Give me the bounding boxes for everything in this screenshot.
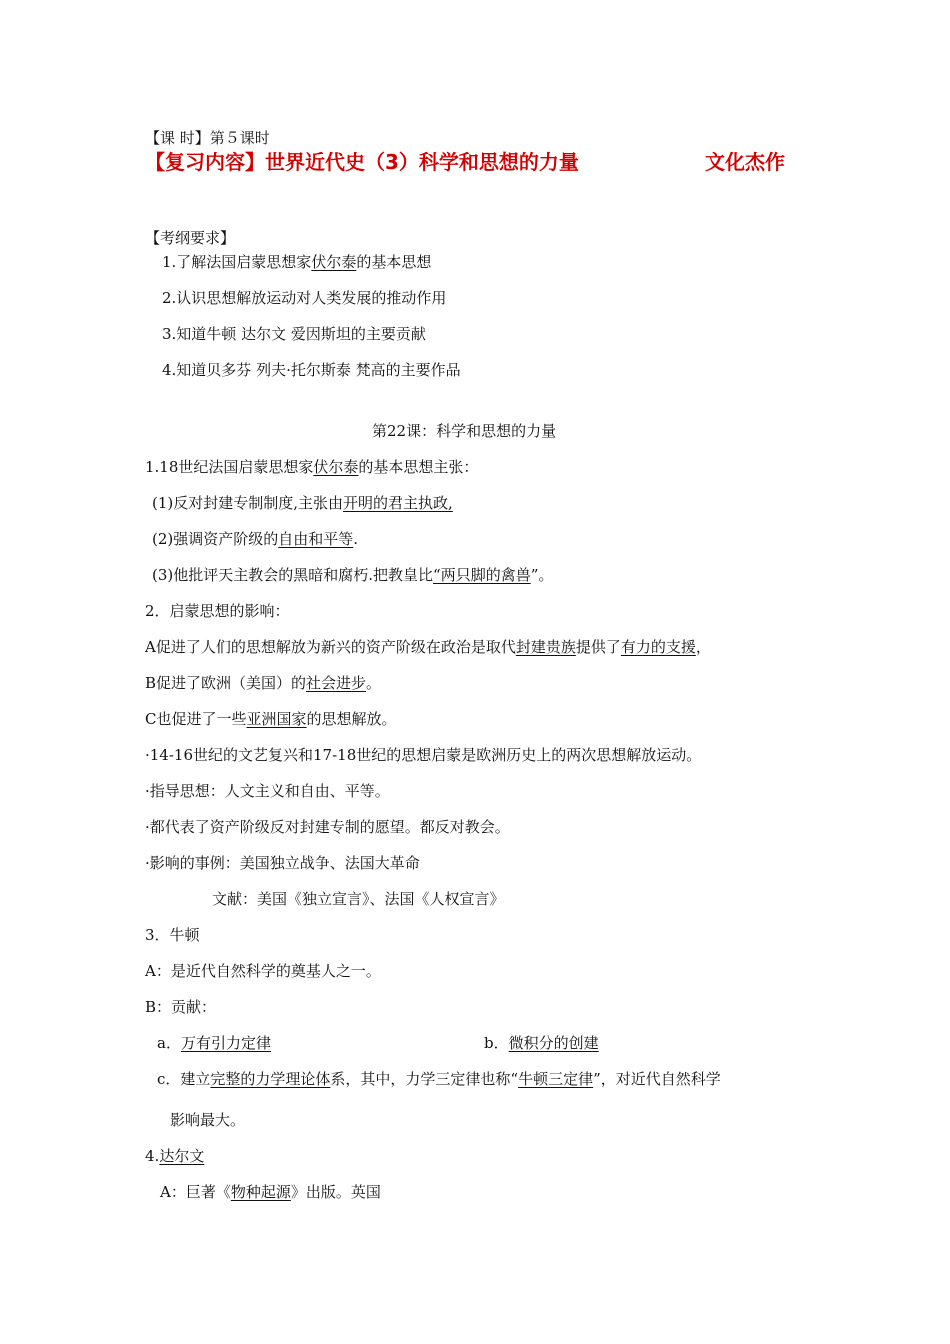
- section-1-heading: 1.18世纪法国启蒙思想家伏尔泰的基本思想主张：: [145, 458, 479, 476]
- page-title: 【复习内容】世界近代史（3）科学和思想的力量: [145, 150, 579, 174]
- lesson-title: 第22课：科学和思想的力量: [372, 422, 557, 440]
- documents-line: 文献：美国《独立宣言》、法国《人权宣言》: [212, 890, 505, 908]
- section-3-item-c-cont: 影响最大。: [170, 1111, 246, 1129]
- section-3-b: B：贡献：: [145, 998, 217, 1016]
- bullet-4: ·影响的事例：美国独立战争、法国大革命: [145, 854, 420, 872]
- bullet-1: ·14-16世纪的文艺复兴和17-18世纪的思想启蒙是欧洲历史上的两次思想解放运动。: [145, 746, 702, 764]
- section-2-heading: 2．启蒙思想的影响：: [145, 602, 290, 620]
- period-label: 【课 时】第５课时: [145, 129, 270, 147]
- section-2-b: B促进了欧洲（美国）的社会进步。: [145, 674, 382, 692]
- outline-item-1: 1.了解法国启蒙思想家伏尔泰的基本思想: [162, 253, 432, 271]
- section-3-item-b: b．微积分的创建: [484, 1034, 599, 1052]
- outline-item-4: 4.知道贝多芬 列夫·托尔斯泰 梵高的主要作品: [162, 361, 461, 379]
- section-2-a: A促进了人们的思想解放为新兴的资产阶级在政治是取代封建贵族提供了有力的支援，: [145, 638, 711, 656]
- outline-item-2: 2.认识思想解放运动对人类发展的推动作用: [162, 289, 447, 307]
- bullet-2: ·指导思想：人文主义和自由、平等。: [145, 782, 390, 800]
- section-3-a: A：是近代自然科学的奠基人之一。: [145, 962, 381, 980]
- bullet-3: ·都代表了资产阶级反对封建专制的愿望。都反对教会。: [145, 818, 510, 836]
- section-3-item-a: a．万有引力定律: [157, 1034, 271, 1052]
- outline-heading: 【考纲要求】: [145, 229, 236, 247]
- section-3-heading: 3．牛顿: [145, 926, 200, 944]
- section-1-item-3: (3)他批评天主教会的黑暗和腐朽.把教皇比“两只脚的禽兽”。: [152, 566, 554, 584]
- page-title-right: 文化杰作: [705, 150, 785, 174]
- section-1-item-1: (1)反对封建专制制度,主张由开明的君主执政,: [152, 494, 453, 512]
- section-4-a: A：巨著《物种起源》出版。英国: [160, 1183, 381, 1201]
- section-3-item-c: c．建立完整的力学理论体系，其中，力学三定律也称“牛顿三定律”，对近代自然科学: [157, 1070, 721, 1088]
- section-1-item-2: (2)强调资产阶级的自由和平等.: [152, 530, 359, 548]
- outline-item-3: 3.知道牛顿 达尔文 爱因斯坦的主要贡献: [162, 325, 426, 343]
- section-2-c: C也促进了一些亚洲国家的思想解放。: [145, 710, 397, 728]
- section-4-heading: 4.达尔文: [145, 1147, 205, 1165]
